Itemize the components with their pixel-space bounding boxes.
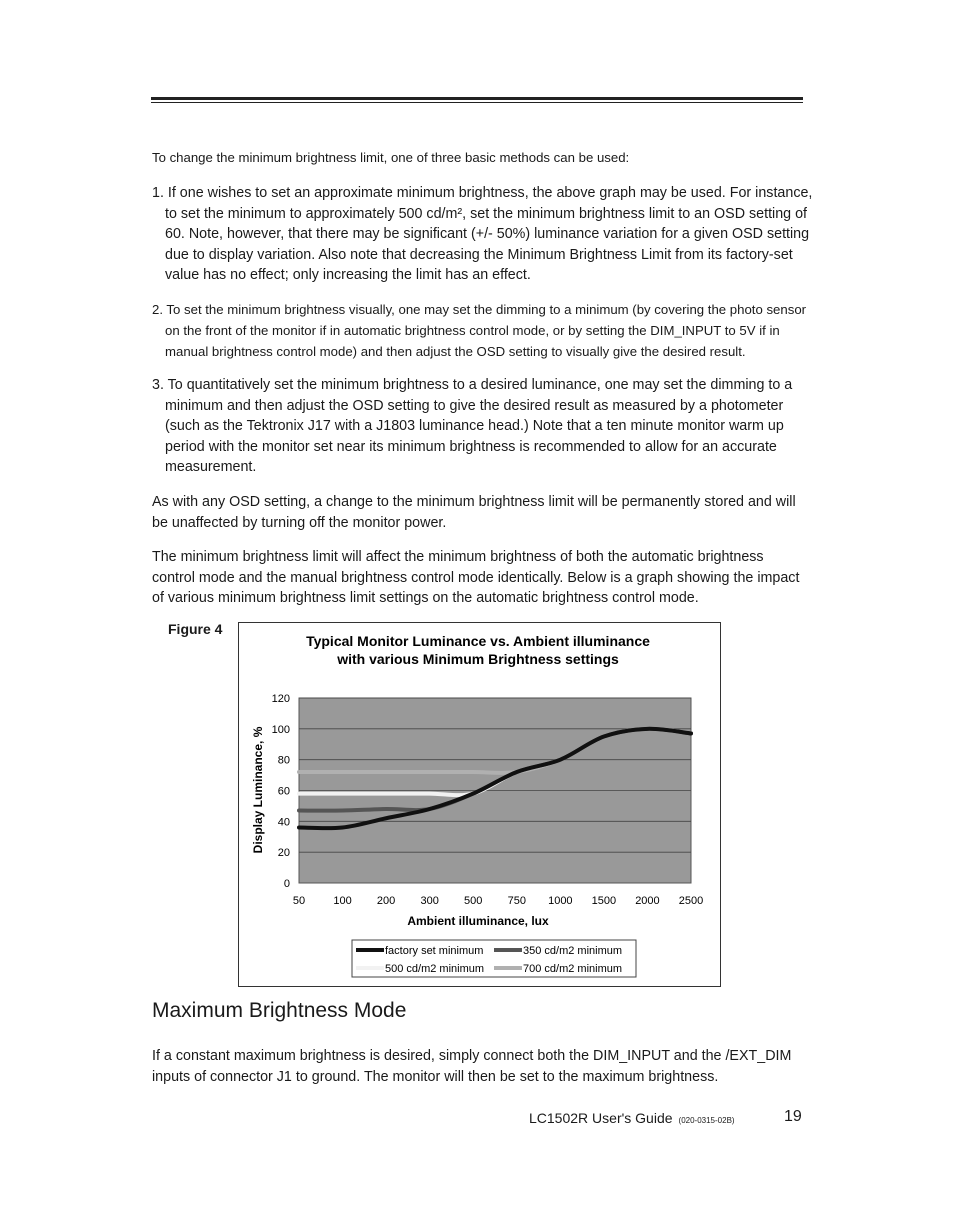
footer-doc-code: (020-0315-02B)	[678, 1116, 735, 1125]
x-tick-label: 2000	[635, 895, 660, 907]
legend-entry: 500 cd/m2 minimum	[385, 963, 485, 975]
footer-guide	[529, 1110, 735, 1126]
x-axis-label: Ambient illuminance, lux	[407, 914, 549, 928]
legend-entry: 700 cd/m2 minimum	[523, 963, 623, 975]
y-tick-label: 80	[277, 754, 290, 767]
legend-entry: 350 cd/m2 minimum	[523, 945, 623, 957]
storage-paragraph: As with any OSD setting, a change to the minimum brightness limit will be permanently stored and will be unaffected by turning off the monitor power.	[152, 494, 796, 531]
method-1: 1. If one wishes to set an approximate minimum brightness, the above graph may be used. For instance, to set the minimum to approximately 500 cd/m², set the minimum brightness limit to an OSD setting of 60. Note, however, that there may be significant (+/- 50%) luminance variation for a given OSD setting due to display variation. Also note that decreasing the Minimum Brightness Limit from its factory-set value has no effect; only increasing the limit has an effect.	[152, 185, 813, 283]
x-tick-label: 1000	[548, 895, 573, 907]
y-axis-label: Display Luminance, %	[251, 726, 265, 854]
chart-legend	[352, 940, 636, 977]
header-rule-thin	[151, 102, 803, 103]
figure-label: Figure 4	[168, 621, 223, 637]
footer-guide-title: LC1502R User's Guide	[529, 1110, 673, 1126]
x-tick-label: 300	[420, 895, 439, 907]
x-tick-label: 1500	[591, 895, 617, 907]
y-tick-label: 120	[271, 693, 290, 705]
y-tick-label: 60	[277, 785, 290, 798]
section-heading: Maximum Brightness Mode	[152, 999, 407, 1022]
legend-entry: factory set minimum	[385, 945, 484, 957]
x-tick-label: 50	[292, 895, 306, 907]
chart-title: Typical Monitor Luminance vs. Ambient illuminance	[306, 633, 650, 649]
x-tick-label: 200	[376, 895, 396, 907]
chart-subtitle: with various Minimum Brightness settings	[337, 651, 619, 667]
x-tick-label: 500	[464, 895, 483, 907]
page-number: 19	[784, 1108, 802, 1125]
header-rule	[151, 97, 803, 100]
affect-paragraph: The minimum brightness limit will affect the minimum brightness of both the automatic brightness control mode and the manual brightness control mode identically. Below is a graph showing the impact of various minimum brightness limit settings on the automatic brightness control mode.	[152, 549, 800, 606]
y-tick-label: 0	[283, 878, 290, 890]
x-tick-label: 2500	[678, 895, 704, 907]
method-3: 3. To quantitatively set the minimum brightness to a desired luminance, one may set the dimming to a minimum and then adjust the OSD setting to give the desired result as measured by a photometer (such as the Tektronix J17 with a J1803 luminance head.) Note that a ten minute monitor warm up period with the monitor set near its minimum brightness is recommended to allow for an accurate measurement.	[152, 377, 793, 475]
y-tick-label: 20	[277, 847, 290, 860]
y-tick-label: 40	[277, 816, 290, 829]
max-brightness-paragraph: If a constant maximum brightness is desired, simply connect both the DIM_INPUT and the /EXT_DIM inputs of connector J1 to ground. The monitor will then be set to the maximum brightness.	[152, 1048, 792, 1085]
x-tick-label: 750	[507, 895, 526, 907]
intro-text: To change the minimum brightness limit, one of three basic methods can be used:	[152, 150, 630, 165]
method-2: 2. To set the minimum brightness visually, one may set the dimming to a minimum (by covering the photo sensor on the front of the monitor if in automatic brightness control mode, or by setting the DIM_INPUT to 5V if in manual brightness control mode) and then adjust the OSD setting to visually give the desired result.	[152, 302, 807, 359]
plot-area	[272, 693, 704, 907]
luminance-chart	[238, 622, 722, 988]
x-tick-label: 100	[333, 895, 352, 907]
y-tick-label: 100	[271, 723, 290, 736]
